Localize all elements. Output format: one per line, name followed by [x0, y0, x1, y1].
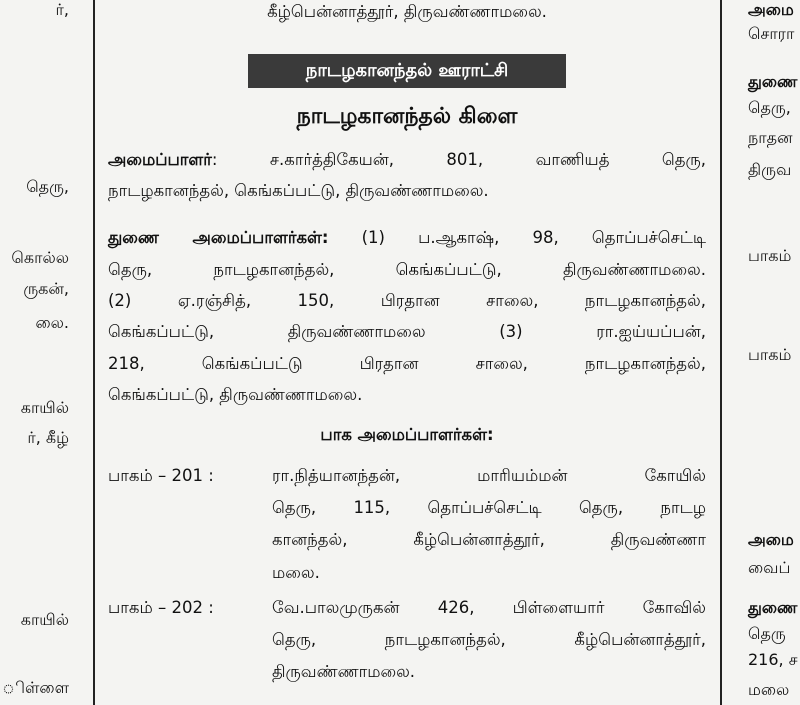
main-article-column	[108, 0, 706, 705]
right-fragment: மலை	[748, 680, 790, 699]
ward-201-line-2: தெரு, 115, தொப்பச்செட்டி தெரு, நாடழ	[272, 498, 706, 517]
left-fragment: தெரு,	[26, 177, 69, 196]
organizer-line-1	[108, 150, 706, 172]
ward-202-label: பாகம் – 202 :	[108, 598, 214, 617]
column-divider-left	[93, 0, 95, 705]
right-fragment: சொரா	[748, 24, 795, 43]
deputy-line-5: 218, கெங்கப்பட்டு பிரதான சாலை, நாடழகானந்தல்,	[108, 354, 706, 373]
deputy-line-1	[108, 228, 706, 250]
right-fragment: வைப்	[748, 558, 791, 577]
ward-organizers-heading: பாக அமைப்பாளர்கள்:	[320, 425, 494, 444]
organizer-details: : ச.கார்த்திகேயன், 801, வாணியத் தெரு,	[211, 150, 706, 169]
deputy-line-4: கெங்கப்பட்டு, திருவண்ணாமலை (3) ரா.ஐய்யப்பன்,	[108, 322, 706, 341]
left-fragment: கொல்ல	[11, 248, 69, 267]
ward-202-line-1: வே.பாலமுருகன் 426, பிள்ளையார் கோவில்	[272, 598, 706, 617]
right-fragment: 216, ச	[748, 650, 798, 669]
left-column-fragments	[0, 0, 93, 705]
organizer-line-2: நாடழகானந்தல், கெங்கப்பட்டு, திருவண்ணாமலை.	[108, 181, 489, 200]
left-fragment: காயில்	[20, 610, 69, 629]
left-fragment: ருகன்,	[23, 279, 69, 298]
top-address-line: கீழ்பென்னாத்தூர், திருவண்ணாமலை.	[267, 2, 547, 21]
organizer-label: அமைப்பாளர்	[108, 150, 212, 169]
deputy-line-3: (2) ஏ.ரஞ்சித், 150, பிரதான சாலை, நாடழகானந்தல்,	[108, 291, 706, 310]
right-fragment: பாகம்	[748, 345, 792, 364]
deputy-line-6: கெங்கப்பட்டு, திருவண்ணாமலை.	[108, 385, 363, 404]
deputy-label: துணை அமைப்பாளர்கள்:	[108, 228, 329, 247]
right-fragment: அமை	[748, 530, 794, 549]
ward-201-line-4: மலை.	[272, 563, 320, 582]
right-fragment: துணை	[748, 598, 798, 617]
ward-201-line-3: கானந்தல், கீழ்பென்னாத்தூர், திருவண்ணா	[272, 530, 706, 549]
deputy-line-2: தெரு, நாடழகானந்தல், கெங்கப்பட்டு, திருவண்ணாமலை.	[108, 260, 706, 279]
deputy-details: (1) ப.ஆகாஷ், 98, தொப்பச்செட்டி	[328, 228, 707, 247]
right-fragment: தெரு	[748, 624, 786, 643]
ward-201-line-1: ரா.நித்யானந்தன், மாரியம்மன் கோயில்	[272, 466, 706, 485]
panchayat-header: நாடழகானந்தல் ஊராட்சி	[248, 54, 566, 88]
branch-subheader: நாடழகானந்தல் கிளை	[296, 104, 518, 129]
left-fragment: ர்,	[55, 0, 69, 19]
right-fragment: துணை	[748, 72, 798, 91]
ward-201-label: பாகம் – 201 :	[108, 466, 214, 485]
left-fragment: லை.	[35, 313, 69, 332]
right-fragment: பாகம்	[748, 246, 792, 265]
left-fragment: ர், கீழ்	[27, 428, 69, 447]
right-column-fragments	[722, 0, 800, 705]
right-fragment: நாதன	[748, 128, 793, 147]
left-fragment: ிள்ளை	[2, 678, 69, 697]
right-fragment: அமை	[748, 0, 794, 19]
ward-202-line-2: தெரு, நாடழகானந்தல், கீழ்பென்னாத்தூர்,	[272, 630, 706, 649]
ward-202-line-3: திருவண்ணாமலை.	[272, 662, 416, 681]
right-fragment: திருவ	[748, 160, 792, 179]
left-fragment: காயில்	[20, 398, 69, 417]
right-fragment: தெரு,	[748, 98, 791, 117]
